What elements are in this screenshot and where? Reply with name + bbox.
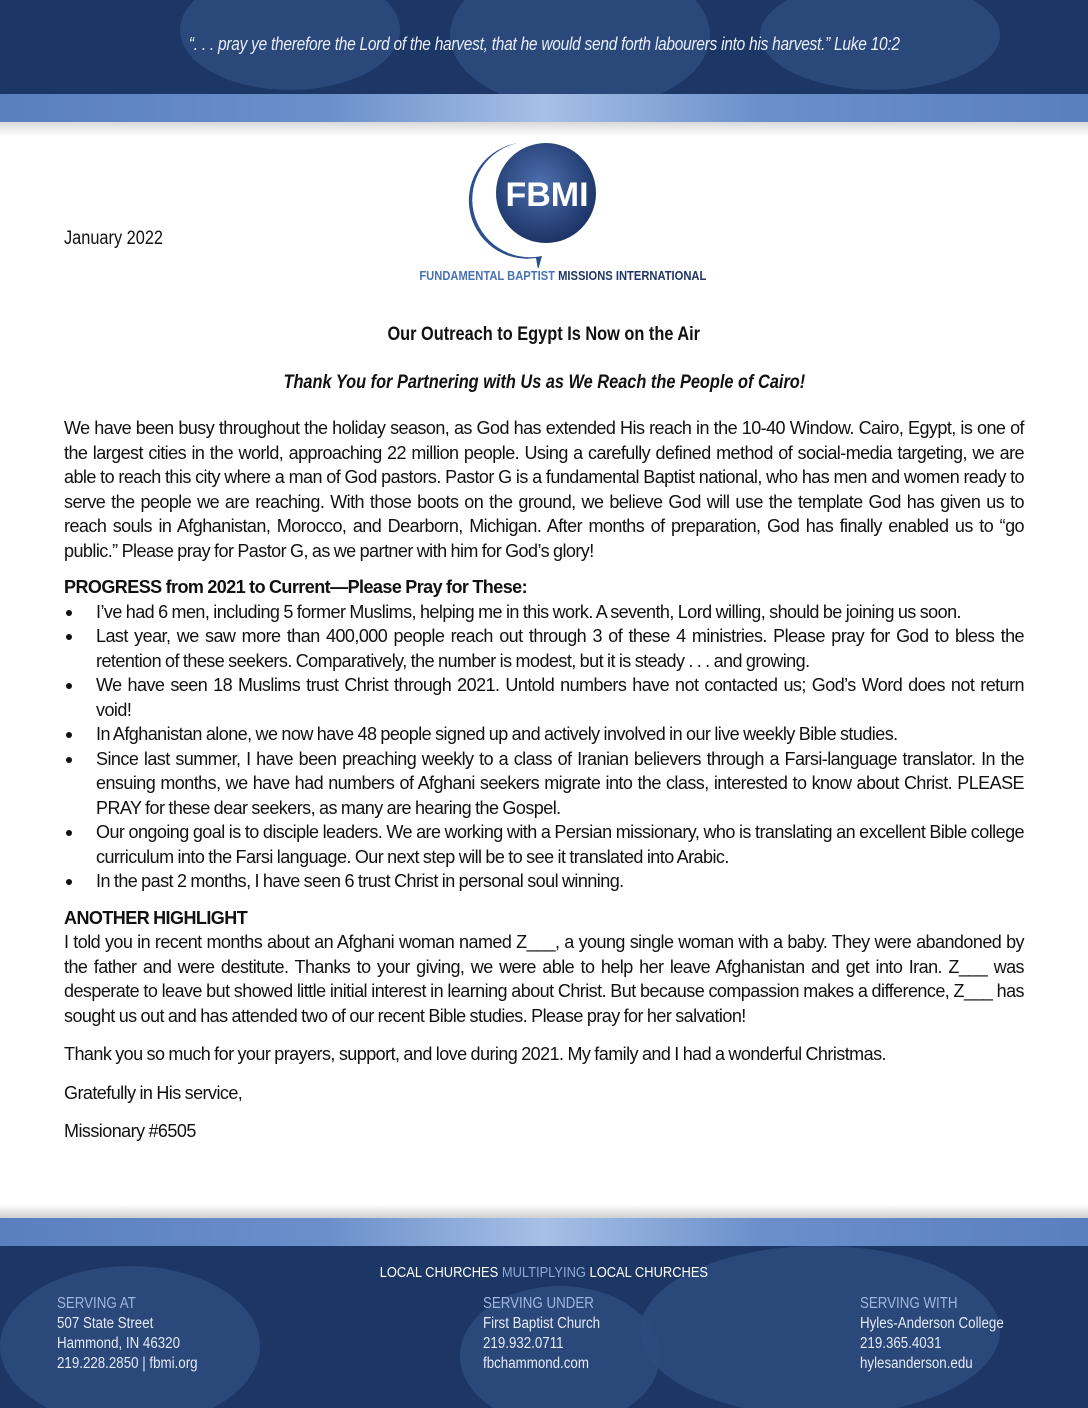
signature: Missionary #6505 (64, 1121, 196, 1141)
header-shadow (0, 122, 1088, 136)
footer-heading: SERVING WITH (860, 1295, 958, 1312)
organization-name (396, 268, 707, 283)
closing: Gratefully in His service, (64, 1082, 243, 1103)
list-item: Our ongoing goal is to disciple leaders. We are working with a Persian missionary, who is translating an excellent Bible college curriculum into the Farsi language. Our next step will be to see it translated into Arabic. (64, 820, 1024, 869)
spacer (64, 1028, 1024, 1042)
letter-subtitle: Thank You for Partnering with Us as We Reach the People of Cairo! (283, 372, 805, 393)
progress-heading: PROGRESS from 2021 to Current—Please Pray for These: (64, 577, 528, 597)
highlight-heading: ANOTHER HIGHLIGHT (64, 907, 248, 928)
header-band (0, 94, 1088, 122)
org-name-part1: FUNDAMENTAL BAPTIST (419, 268, 555, 283)
footer-phone: 219.932.0711 (483, 1335, 564, 1352)
org-name-part2: MISSIONS INTERNATIONAL (558, 268, 707, 283)
footer-contact[interactable]: 219.228.2850 | fbmi.org (57, 1355, 198, 1372)
footer-church: First Baptist Church (483, 1315, 601, 1332)
footer-website[interactable]: hylesanderson.edu (860, 1355, 973, 1372)
footer-address: 507 State Street (57, 1315, 154, 1332)
footer-phone: 219.365.4031 (860, 1335, 942, 1352)
thanks-paragraph: Thank you so much for your prayers, support, and love during 2021. My family and I had a wonderful Christmas. (64, 1044, 886, 1064)
list-item: We have seen 18 Muslims trust Christ through 2021. Untold numbers have not contacted us; God’s Word does not return void! (64, 673, 1024, 722)
footer-serving-at (57, 1294, 220, 1374)
svg-text:FBMI: FBMI (505, 176, 589, 214)
footer-website[interactable]: fbchammond.com (483, 1355, 589, 1372)
progress-list (64, 600, 1024, 894)
header-banner (0, 0, 1088, 94)
fbmi-globe-icon (396, 138, 696, 268)
list-item: Since last summer, I have been preaching weekly to a class of Iranian believers through a Farsi-language translator. In the ensuing months, we have had numbers of Afghani seekers migrate into the class, interested to know about Christ. PLEASE PRAY for these dear seekers, as many are hearing the Gospel. (64, 747, 1024, 821)
spacer (64, 1067, 1024, 1081)
footer-heading: SERVING AT (57, 1295, 136, 1312)
list-item: In Afghanistan alone, we now have 48 people signed up and actively involved in our live weekly Bible studies. (64, 722, 1024, 747)
list-item: I’ve had 6 men, including 5 former Muslims, helping me in this work. A seventh, Lord willing, should be joining us soon. (64, 600, 1024, 625)
footer (0, 1246, 1088, 1408)
footer-city: Hammond, IN 46320 (57, 1335, 181, 1352)
letter-body (64, 416, 1024, 1144)
footer-serving-under (483, 1294, 619, 1374)
footer-shadow (0, 1204, 1088, 1218)
letter-date: January 2022 (64, 228, 164, 249)
spacer (64, 1105, 1024, 1119)
footer-college: Hyles-Anderson College (860, 1315, 1004, 1332)
intro-paragraph: We have been busy throughout the holiday season, as God has extended His reach in the 10-40 Window. Cairo, Egypt, is one of the largest cities in the world, approaching 22 million people. Using a carefully defined method of social-media targeting, we are able to reach this city where a man of God pastors. Pastor G is a fundamental Baptist national, who has men and women ready to serve the people we are reaching. With those boots on the ground, we believe God will use the template God has given us to reach souls in Afghanistan, Morocco, and Dearborn, Michigan. After months of preparation, God has finally enabled us to “go public.” Please pray for Pastor G, as we partner with him for God’s glory! (64, 418, 1024, 561)
letter-title: Our Outreach to Egypt Is Now on the Air (387, 324, 701, 345)
footer-serving-with (860, 1294, 1027, 1374)
footer-band (0, 1218, 1088, 1246)
highlight-paragraph: I told you in recent months about an Afghani woman named Z___, a young single woman with a baby. They were abandoned by the father and were destitute. Thanks to your giving, we were able to help her leave Afghanistan and get into Iran. Z___ was desperate to leave but showed little initial interest in learning about Christ. But because compassion makes a difference, Z___ has sought us out and has attended two of our recent Bible studies. Please pray for her salvation! (64, 932, 1024, 1026)
footer-tagline: LOCAL CHURCHES MULTIPLYING LOCAL CHURCHES (379, 1264, 709, 1281)
list-item: Last year, we saw more than 400,000 people reach out through 3 of these 4 ministries. Please pray for God to bless the retention of these seekers. Comparatively, the number is modest, but it is steady . . . and growing. (64, 624, 1024, 673)
list-item: In the past 2 months, I have seen 6 trust Christ in personal soul winning. (64, 869, 1024, 894)
scripture-quote: “. . . pray ye therefore the Lord of the harvest, that he would send forth labourers into his harvest.” Luke 10:2 (188, 34, 900, 54)
footer-heading: SERVING UNDER (483, 1295, 594, 1312)
fbmi-logo (396, 138, 707, 288)
